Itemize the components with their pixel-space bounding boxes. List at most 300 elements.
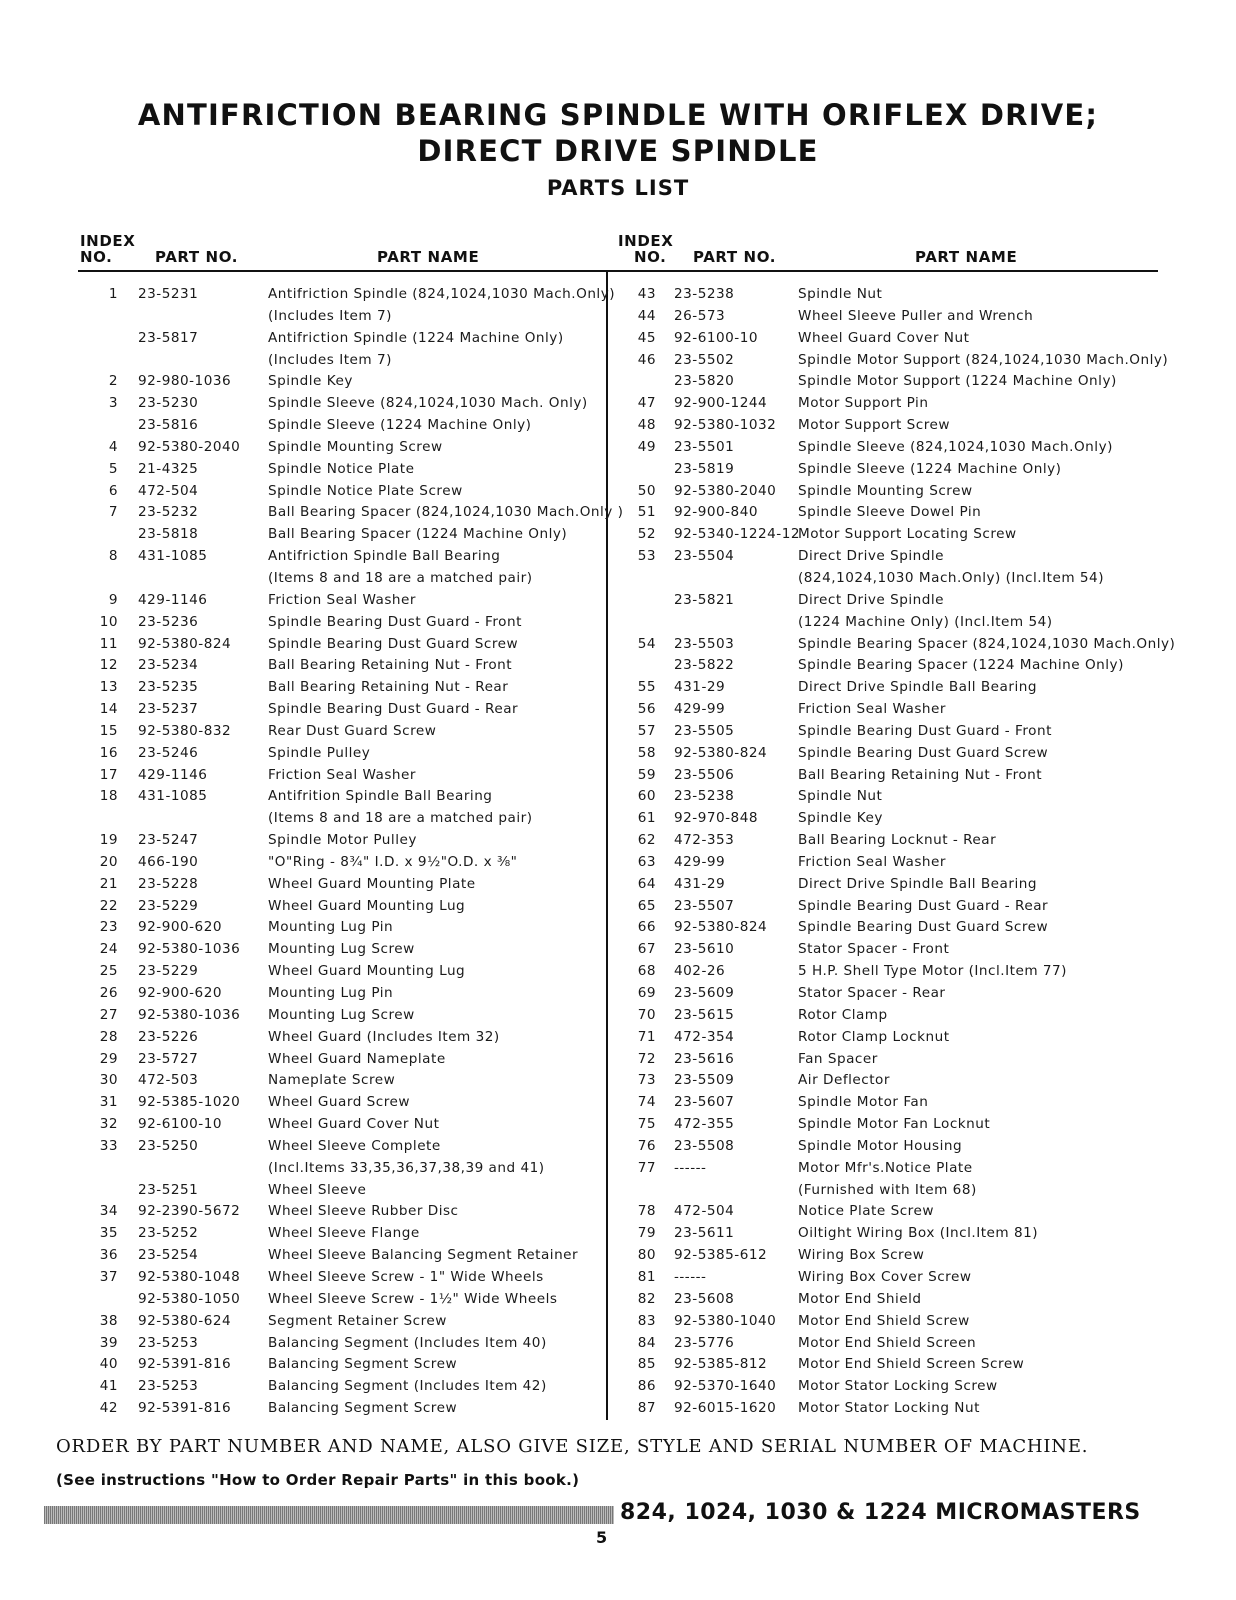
part-name-cell: Spindle Motor Fan — [798, 1094, 929, 1111]
part-name-cell: (Furnished with Item 68) — [798, 1181, 977, 1198]
part-number-cell: 23-5507 — [674, 897, 735, 914]
part-name-cell: Direct Drive Spindle — [798, 548, 945, 565]
part-number-cell: 23-5610 — [674, 941, 735, 958]
index-cell: 34 — [99, 1203, 118, 1220]
part-name-cell: Motor End Shield Screen Screw — [798, 1356, 1025, 1373]
part-number-cell: 23-5253 — [138, 1334, 199, 1351]
part-number-cell: 92-6015-1620 — [674, 1400, 777, 1417]
part-name-cell: (1224 Machine Only) (Incl.Item 54) — [798, 613, 1053, 630]
index-cell: 32 — [99, 1116, 118, 1133]
index-cell: 41 — [99, 1378, 118, 1395]
part-number-cell: 92-5380-2040 — [674, 482, 777, 499]
part-number-cell: 23-5238 — [674, 788, 735, 805]
part-number-cell: 23-5251 — [138, 1181, 199, 1198]
index-cell: 21 — [99, 875, 118, 892]
part-number-cell: 429-1146 — [138, 766, 208, 783]
part-number-cell: 92-5391-816 — [138, 1400, 232, 1417]
part-name-cell: Rotor Clamp Locknut — [798, 1028, 950, 1045]
part-number-cell: 23-5232 — [138, 504, 199, 521]
part-number-cell: 23-5609 — [674, 985, 735, 1001]
part-number-cell: 23-5504 — [674, 548, 735, 565]
part-number-cell: 23-5817 — [138, 329, 199, 346]
part-number-cell: 23-5234 — [138, 657, 199, 674]
left-part-no-header: PART NO. — [155, 248, 239, 266]
part-name-cell: Segment Retainer Screw — [268, 1312, 447, 1329]
index-cell: 5 — [108, 460, 118, 477]
part-number-cell: 23-5608 — [674, 1290, 735, 1307]
index-cell: 65 — [637, 897, 656, 914]
part-name-cell: Spindle Nut — [798, 286, 883, 302]
part-name-cell: Wheel Guard Mounting Lug — [268, 897, 466, 914]
part-name-cell: Wheel Guard Cover Nut — [268, 1116, 440, 1133]
left-index-header-line-2: NO. — [80, 248, 113, 266]
part-name-cell: Spindle Key — [268, 373, 353, 390]
part-name-cell: Wheel Guard Screw — [268, 1094, 411, 1111]
index-cell: 69 — [637, 985, 656, 1001]
part-name-cell: Motor Support Locating Screw — [798, 526, 1017, 543]
part-name-cell: Spindle Motor Fan Locknut — [798, 1116, 991, 1133]
part-number-cell: 92-900-840 — [674, 504, 759, 521]
part-name-cell: Balancing Segment Screw — [268, 1400, 458, 1417]
index-cell: 14 — [99, 701, 118, 718]
part-number-cell: 23-5253 — [138, 1378, 199, 1395]
part-name-cell: Nameplate Screw — [268, 1072, 396, 1089]
part-name-cell: Spindle Notice Plate — [268, 460, 415, 477]
part-name-cell: Direct Drive Spindle Ball Bearing — [798, 679, 1037, 696]
part-number-cell: 92-5385-612 — [674, 1247, 768, 1264]
page-title-line-1: ANTIFRICTION BEARING SPINDLE WITH ORIFLEX DRIVE; — [137, 98, 1099, 132]
index-cell: 7 — [108, 504, 118, 521]
index-cell: 66 — [637, 919, 656, 936]
part-name-cell: (Includes Item 7) — [268, 307, 392, 324]
part-number-cell: 92-5380-1050 — [138, 1290, 241, 1307]
part-name-cell: Friction Seal Washer — [798, 853, 947, 870]
part-number-cell: 429-99 — [674, 701, 726, 718]
part-name-cell: Spindle Motor Pulley — [268, 832, 417, 849]
part-number-cell: 23-5506 — [674, 766, 735, 783]
index-cell: 77 — [637, 1159, 656, 1176]
part-number-cell: 431-1085 — [138, 548, 208, 565]
index-cell: 78 — [637, 1203, 656, 1220]
part-name-cell: Ball Bearing Retaining Nut - Front — [798, 766, 1043, 783]
index-cell: 60 — [637, 788, 656, 805]
part-number-cell: 92-6100-10 — [138, 1116, 223, 1133]
left-index-header-line-1: INDEX — [80, 232, 136, 250]
part-number-cell: 92-5391-816 — [138, 1356, 232, 1373]
index-cell: 47 — [637, 395, 656, 412]
part-name-cell: Friction Seal Washer — [268, 766, 417, 783]
part-number-cell: 23-5229 — [138, 897, 199, 914]
part-name-cell: Mounting Lug Screw — [268, 941, 415, 958]
part-name-cell: Wheel Guard Cover Nut — [798, 329, 970, 346]
part-number-cell: 23-5607 — [674, 1094, 735, 1111]
index-cell: 45 — [637, 329, 656, 346]
header-rule — [78, 270, 1158, 272]
part-name-cell: Motor End Shield Screen — [798, 1334, 977, 1351]
part-name-cell: Friction Seal Washer — [268, 591, 417, 608]
part-name-cell: Mounting Lug Screw — [268, 1006, 415, 1023]
right-index-header-line-2: NO. — [634, 248, 667, 266]
part-number-cell: 92-900-1244 — [674, 395, 768, 412]
part-name-cell: Wheel Guard Mounting Plate — [268, 875, 476, 892]
part-number-cell: 23-5819 — [674, 460, 735, 477]
index-cell: 33 — [99, 1137, 118, 1154]
part-name-cell: Spindle Bearing Dust Guard Screw — [268, 635, 519, 652]
index-cell: 52 — [637, 526, 656, 543]
part-number-cell: 92-5380-832 — [138, 722, 232, 739]
part-name-cell: Wheel Sleeve Flange — [268, 1225, 420, 1242]
index-cell: 29 — [99, 1050, 118, 1067]
part-name-cell: (Incl.Items 33,35,36,37,38,39 and 41) — [268, 1159, 545, 1176]
part-name-cell: Stator Spacer - Front — [798, 941, 950, 958]
index-cell: 12 — [99, 657, 118, 674]
part-name-cell: Motor Stator Locking Screw — [798, 1378, 998, 1395]
index-cell: 8 — [108, 548, 118, 565]
index-cell: 17 — [99, 766, 118, 783]
part-number-cell: 23-5252 — [138, 1225, 199, 1242]
index-cell: 46 — [637, 351, 656, 368]
part-number-cell: 23-5228 — [138, 875, 199, 892]
part-number-cell: 23-5822 — [674, 657, 735, 674]
part-name-cell: Spindle Bearing Dust Guard Screw — [798, 919, 1049, 936]
index-cell: 81 — [637, 1268, 656, 1285]
part-name-cell: Spindle Notice Plate Screw — [268, 482, 463, 499]
index-cell: 48 — [637, 417, 656, 434]
index-cell: 85 — [637, 1356, 656, 1373]
part-name-cell: Spindle Sleeve Dowel Pin — [798, 504, 982, 521]
part-number-cell: 92-5340-1224-12 — [674, 526, 801, 543]
index-cell: 53 — [637, 548, 656, 565]
index-cell: 26 — [99, 985, 118, 1001]
part-name-cell: Spindle Bearing Dust Guard - Front — [268, 613, 522, 630]
index-cell: 82 — [637, 1290, 656, 1307]
part-number-cell: 92-5380-824 — [674, 919, 768, 936]
index-cell: 36 — [99, 1247, 118, 1264]
index-cell: 71 — [637, 1028, 656, 1045]
part-number-cell: 23-5505 — [674, 722, 735, 739]
part-number-cell: 23-5226 — [138, 1028, 199, 1045]
index-cell: 55 — [637, 679, 656, 696]
part-number-cell: 472-354 — [674, 1028, 735, 1045]
part-number-cell: 21-4325 — [138, 460, 199, 477]
part-name-cell: Spindle Mounting Screw — [268, 438, 443, 455]
part-name-cell: Mounting Lug Pin — [268, 985, 394, 1001]
part-name-cell: Motor Support Screw — [798, 417, 951, 434]
part-number-cell: 92-5380-1040 — [674, 1312, 777, 1329]
part-name-cell: Antifriction Spindle (824,1024,1030 Mach.Only) — [268, 286, 616, 302]
part-name-cell: Wheel Guard Nameplate — [268, 1050, 446, 1067]
part-number-cell: 23-5235 — [138, 679, 199, 696]
part-number-cell: 466-190 — [138, 853, 199, 870]
part-name-cell: Spindle Bearing Spacer (824,1024,1030 Mach.Only) — [798, 635, 1176, 652]
part-number-cell: ------ — [674, 1159, 707, 1176]
part-number-cell: 92-5380-1036 — [138, 1006, 241, 1023]
footer-series-title: 824, 1024, 1030 & 1224 MICROMASTERS — [620, 1500, 1141, 1525]
right-part-no-header: PART NO. — [693, 248, 777, 266]
part-name-cell: Spindle Motor Support (1224 Machine Only) — [798, 373, 1117, 390]
index-cell: 58 — [637, 744, 656, 761]
index-cell: 35 — [99, 1225, 118, 1242]
index-cell: 73 — [637, 1072, 656, 1089]
index-cell: 18 — [99, 788, 118, 805]
part-name-cell: Stator Spacer - Rear — [798, 985, 946, 1001]
part-name-cell: Friction Seal Washer — [798, 701, 947, 718]
part-number-cell: 431-29 — [674, 679, 726, 696]
part-name-cell: Spindle Bearing Dust Guard - Rear — [268, 701, 519, 718]
part-number-cell: ------ — [674, 1268, 707, 1285]
part-number-cell: 92-5380-1036 — [138, 941, 241, 958]
part-name-cell: Antifriction Spindle Ball Bearing — [268, 548, 501, 565]
part-name-cell: Spindle Key — [798, 810, 883, 827]
part-name-cell: Wheel Sleeve Screw - 1½" Wide Wheels — [268, 1290, 558, 1307]
part-number-cell: 23-5503 — [674, 635, 735, 652]
part-name-cell: Motor End Shield — [798, 1290, 922, 1307]
index-cell: 6 — [108, 482, 118, 499]
part-name-cell: Direct Drive Spindle Ball Bearing — [798, 875, 1037, 892]
part-number-cell: 472-355 — [674, 1116, 735, 1133]
part-name-cell: Spindle Bearing Dust Guard - Front — [798, 722, 1052, 739]
part-name-cell: Rotor Clamp — [798, 1006, 888, 1023]
part-number-cell: 23-5246 — [138, 744, 199, 761]
index-cell: 40 — [99, 1356, 118, 1373]
part-name-cell: Balancing Segment (Includes Item 40) — [268, 1334, 547, 1351]
part-name-cell: Wiring Box Cover Screw — [798, 1268, 972, 1285]
part-number-cell: 92-980-1036 — [138, 373, 232, 390]
index-cell: 72 — [637, 1050, 656, 1067]
part-number-cell: 92-5380-1048 — [138, 1268, 241, 1285]
part-name-cell: Spindle Sleeve (1224 Machine Only) — [268, 417, 532, 434]
part-number-cell: 23-5821 — [674, 591, 735, 608]
part-name-cell: Rear Dust Guard Screw — [268, 722, 437, 739]
part-number-cell: 23-5816 — [138, 417, 199, 434]
part-name-cell: Mounting Lug Pin — [268, 919, 394, 936]
index-cell: 25 — [99, 963, 118, 980]
part-number-cell: 23-5615 — [674, 1006, 735, 1023]
part-number-cell: 23-5231 — [138, 286, 199, 302]
column-divider — [606, 270, 608, 1420]
part-number-cell: 23-5509 — [674, 1072, 735, 1089]
part-name-cell: Wheel Sleeve Balancing Segment Retainer — [268, 1247, 579, 1264]
index-cell: 42 — [99, 1400, 118, 1417]
part-number-cell: 92-5385-1020 — [138, 1094, 241, 1111]
index-cell: 23 — [99, 919, 118, 936]
part-number-cell: 23-5250 — [138, 1137, 199, 1154]
index-cell: 13 — [99, 679, 118, 696]
part-name-cell: Spindle Sleeve (1224 Machine Only) — [798, 460, 1062, 477]
part-number-cell: 23-5254 — [138, 1247, 199, 1264]
index-cell: 62 — [637, 832, 656, 849]
part-number-cell: 23-5727 — [138, 1050, 199, 1067]
part-name-cell: Motor Stator Locking Nut — [798, 1400, 980, 1417]
part-name-cell: (Items 8 and 18 are a matched pair) — [268, 810, 533, 827]
part-number-cell: 23-5508 — [674, 1137, 735, 1154]
part-number-cell: 92-5380-2040 — [138, 438, 241, 455]
part-number-cell: 23-5230 — [138, 395, 199, 412]
part-name-cell: Balancing Segment Screw — [268, 1356, 458, 1373]
part-name-cell: Spindle Nut — [798, 788, 883, 805]
part-name-cell: Spindle Pulley — [268, 744, 371, 761]
part-number-cell: 472-504 — [674, 1203, 735, 1220]
index-cell: 68 — [637, 963, 656, 980]
part-number-cell: 92-5380-1032 — [674, 417, 777, 434]
index-cell: 80 — [637, 1247, 656, 1264]
part-name-cell: Spindle Sleeve (824,1024,1030 Mach.Only) — [798, 438, 1113, 455]
part-number-cell: 431-1085 — [138, 788, 208, 805]
part-name-cell: Spindle Motor Support (824,1024,1030 Mach.Only) — [798, 351, 1169, 368]
part-number-cell: 472-504 — [138, 482, 199, 499]
part-number-cell: 92-5385-812 — [674, 1356, 768, 1373]
right-part-name-header: PART NAME — [915, 248, 1018, 266]
part-name-cell: Motor Support Pin — [798, 395, 929, 412]
index-cell: 16 — [99, 744, 118, 761]
part-number-cell: 23-5229 — [138, 963, 199, 980]
part-number-cell: 472-353 — [674, 832, 735, 849]
part-name-cell: Wheel Sleeve Screw - 1" Wide Wheels — [268, 1268, 544, 1285]
part-name-cell: Spindle Bearing Dust Guard - Rear — [798, 897, 1049, 914]
part-number-cell: 92-6100-10 — [674, 329, 759, 346]
part-name-cell: "O"Ring - 8¾" I.D. x 9½"O.D. x ⅜" — [268, 853, 518, 870]
index-cell: 39 — [99, 1334, 118, 1351]
part-name-cell: Ball Bearing Retaining Nut - Front — [268, 657, 513, 674]
part-name-cell: Spindle Sleeve (824,1024,1030 Mach. Only) — [268, 395, 588, 412]
index-cell: 27 — [99, 1006, 118, 1023]
index-cell: 9 — [108, 591, 118, 608]
part-name-cell: 5 H.P. Shell Type Motor (Incl.Item 77) — [798, 963, 1067, 980]
index-cell: 50 — [637, 482, 656, 499]
part-number-cell: 92-5380-624 — [138, 1312, 232, 1329]
part-number-cell: 92-970-848 — [674, 810, 759, 827]
index-cell: 22 — [99, 897, 118, 914]
part-number-cell: 23-5818 — [138, 526, 199, 543]
part-number-cell: 429-1146 — [138, 591, 208, 608]
part-name-cell: Motor Mfr's.Notice Plate — [798, 1159, 973, 1176]
index-cell: 64 — [637, 875, 656, 892]
part-name-cell: Wheel Sleeve Rubber Disc — [268, 1203, 459, 1220]
part-number-cell: 23-5236 — [138, 613, 199, 630]
index-cell: 28 — [99, 1028, 118, 1045]
index-cell: 4 — [108, 438, 118, 455]
part-number-cell: 23-5616 — [674, 1050, 735, 1067]
index-cell: 31 — [99, 1094, 118, 1111]
index-cell: 75 — [637, 1116, 656, 1133]
part-number-cell: 23-5501 — [674, 438, 735, 455]
index-cell: 2 — [108, 373, 118, 390]
part-name-cell: (Includes Item 7) — [268, 351, 392, 368]
part-number-cell: 26-573 — [674, 307, 726, 324]
part-name-cell: Spindle Mounting Screw — [798, 482, 973, 499]
part-name-cell: Spindle Bearing Dust Guard Screw — [798, 744, 1049, 761]
part-number-cell: 429-99 — [674, 853, 726, 870]
part-number-cell: 402-26 — [674, 963, 726, 980]
index-cell: 15 — [99, 722, 118, 739]
index-cell: 20 — [99, 853, 118, 870]
page-title-line-2: DIRECT DRIVE SPINDLE — [417, 134, 819, 168]
index-cell: 87 — [637, 1400, 656, 1417]
part-number-cell: 23-5247 — [138, 832, 199, 849]
index-cell: 86 — [637, 1378, 656, 1395]
part-number-cell: 23-5611 — [674, 1225, 735, 1242]
index-cell: 30 — [99, 1072, 118, 1089]
index-cell: 61 — [637, 810, 656, 827]
index-cell: 84 — [637, 1334, 656, 1351]
index-cell: 11 — [99, 635, 118, 652]
part-number-cell: 92-900-620 — [138, 919, 223, 936]
index-cell: 51 — [637, 504, 656, 521]
part-number-cell: 23-5820 — [674, 373, 735, 390]
index-cell: 79 — [637, 1225, 656, 1242]
index-cell: 1 — [108, 286, 118, 302]
part-name-cell: Direct Drive Spindle — [798, 591, 945, 608]
part-name-cell: Oiltight Wiring Box (Incl.Item 81) — [798, 1225, 1039, 1242]
index-cell: 19 — [99, 832, 118, 849]
index-cell: 49 — [637, 438, 656, 455]
see-instructions-note: (See instructions "How to Order Repair Parts" in this book.) — [56, 1471, 580, 1489]
part-name-cell: Wheel Sleeve Puller and Wrench — [798, 307, 1034, 324]
part-name-cell: Ball Bearing Spacer (824,1024,1030 Mach.Only ) — [268, 504, 624, 521]
index-cell: 24 — [99, 941, 118, 958]
index-cell: 57 — [637, 722, 656, 739]
index-cell: 44 — [637, 307, 656, 324]
index-cell: 37 — [99, 1268, 118, 1285]
index-cell: 70 — [637, 1006, 656, 1023]
part-number-cell: 23-5502 — [674, 351, 735, 368]
index-cell: 63 — [637, 853, 656, 870]
footer-halftone-bar — [44, 1506, 614, 1524]
index-cell: 43 — [637, 286, 656, 302]
part-number-cell: 92-5370-1640 — [674, 1378, 777, 1395]
part-name-cell: Ball Bearing Retaining Nut - Rear — [268, 679, 509, 696]
part-name-cell: Balancing Segment (Includes Item 42) — [268, 1378, 547, 1395]
index-cell: 56 — [637, 701, 656, 718]
part-name-cell: Fan Spacer — [798, 1050, 878, 1067]
part-number-cell: 23-5237 — [138, 701, 199, 718]
page-subtitle: PARTS LIST — [546, 176, 690, 200]
right-index-header-line-1: INDEX — [618, 232, 674, 250]
part-number-cell: 23-5238 — [674, 286, 735, 302]
index-cell: 10 — [99, 613, 118, 630]
part-name-cell: Wheel Sleeve — [268, 1181, 367, 1198]
part-name-cell: (Items 8 and 18 are a matched pair) — [268, 569, 533, 586]
part-name-cell: Antifriction Spindle (1224 Machine Only) — [268, 329, 564, 346]
part-number-cell: 431-29 — [674, 875, 726, 892]
index-cell: 59 — [637, 766, 656, 783]
part-number-cell: 92-5380-824 — [674, 744, 768, 761]
index-cell: 67 — [637, 941, 656, 958]
part-name-cell: Notice Plate Screw — [798, 1203, 934, 1220]
part-name-cell: Spindle Bearing Spacer (1224 Machine Only) — [798, 657, 1124, 674]
part-name-cell: Motor End Shield Screw — [798, 1312, 970, 1329]
index-cell: 3 — [108, 395, 118, 412]
part-name-cell: Ball Bearing Locknut - Rear — [798, 832, 997, 849]
part-name-cell: Spindle Motor Housing — [798, 1137, 963, 1154]
part-name-cell: Wheel Guard Mounting Lug — [268, 963, 466, 980]
index-cell: 74 — [637, 1094, 656, 1111]
part-number-cell: 92-900-620 — [138, 985, 223, 1001]
part-name-cell: Antifrition Spindle Ball Bearing — [268, 788, 493, 805]
index-cell: 76 — [637, 1137, 656, 1154]
order-note: ORDER BY PART NUMBER AND NAME, ALSO GIVE SIZE, STYLE AND SERIAL NUMBER OF MACHINE. — [56, 1436, 1089, 1457]
part-name-cell: Wheel Guard (Includes Item 32) — [268, 1028, 500, 1045]
index-cell: 83 — [637, 1312, 656, 1329]
part-number-cell: 472-503 — [138, 1072, 199, 1089]
index-cell: 38 — [99, 1312, 118, 1329]
part-name-cell: Wheel Sleeve Complete — [268, 1137, 441, 1154]
part-number-cell: 92-5380-824 — [138, 635, 232, 652]
part-name-cell: Ball Bearing Spacer (1224 Machine Only) — [268, 526, 568, 543]
part-number-cell: 23-5776 — [674, 1334, 735, 1351]
part-name-cell: (824,1024,1030 Mach.Only) (Incl.Item 54) — [798, 569, 1104, 586]
left-part-name-header: PART NAME — [377, 248, 480, 266]
